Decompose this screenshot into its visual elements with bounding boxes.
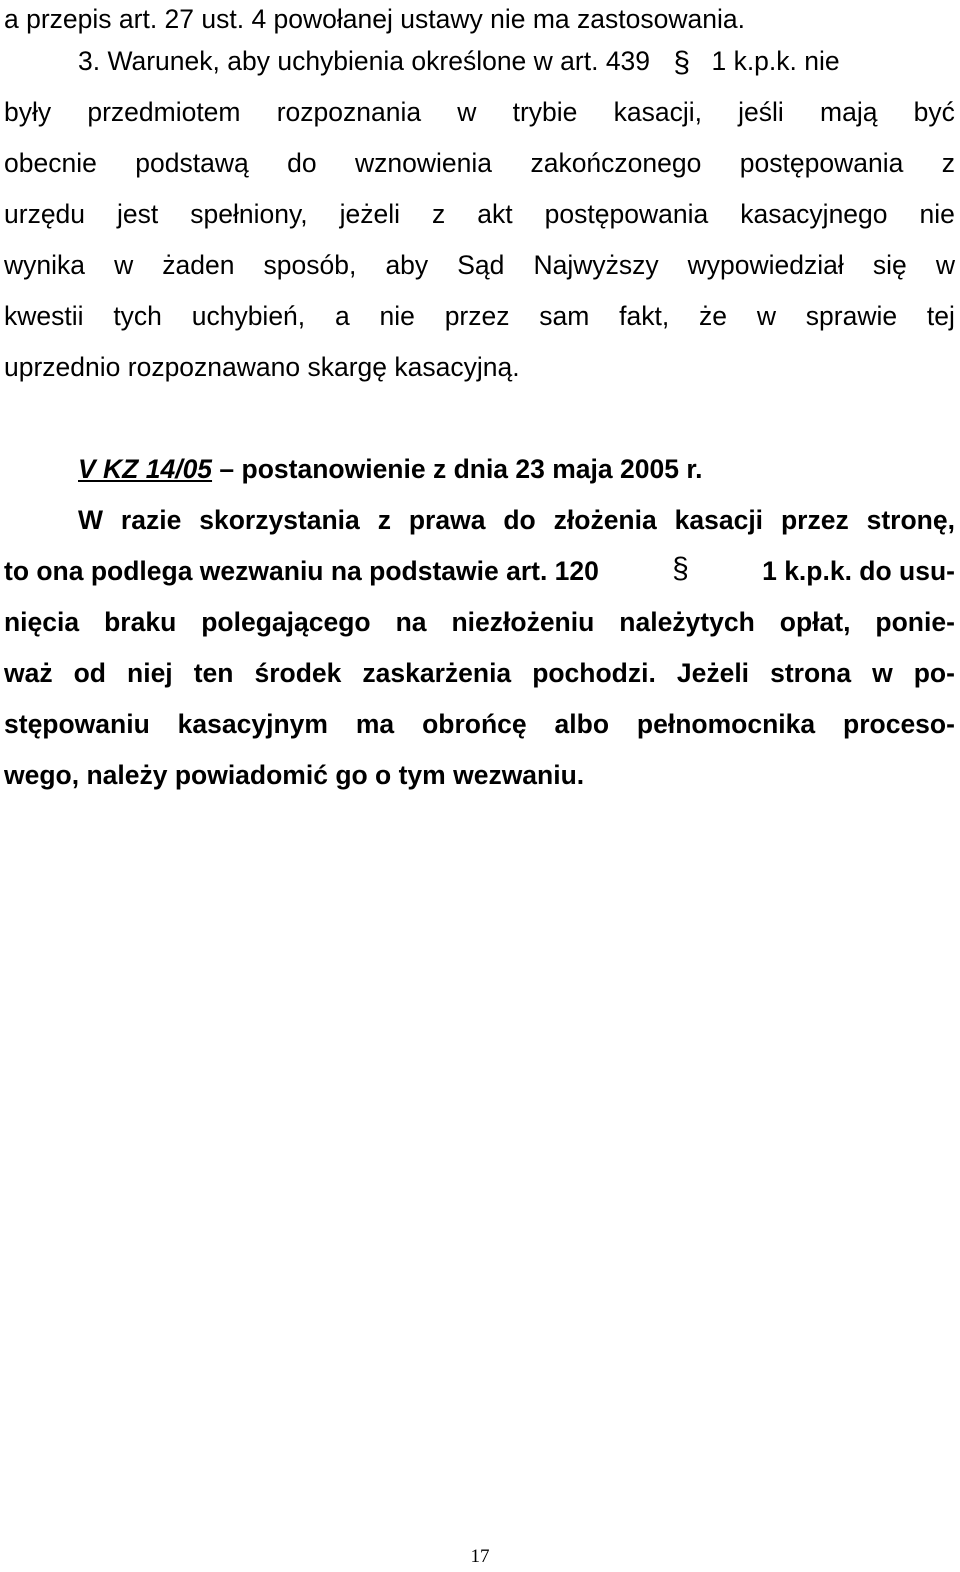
- word: polegającego: [201, 607, 371, 637]
- word: albo: [554, 709, 610, 739]
- word: jest: [117, 199, 159, 229]
- word: w: [872, 658, 893, 688]
- text-line-7: [4, 299, 955, 333]
- word: spełniony,: [190, 199, 308, 229]
- word: wynika: [4, 250, 86, 280]
- ruling-line-5: [4, 707, 955, 741]
- word: przez: [780, 505, 849, 535]
- word: obrońcę: [422, 709, 527, 739]
- word: urzędu: [4, 199, 86, 229]
- word: aby: [385, 250, 429, 280]
- text-line-6: [4, 248, 955, 282]
- word: z: [432, 199, 446, 229]
- word: z: [941, 148, 955, 178]
- word: przez: [444, 301, 510, 331]
- ruling-line-2-end: 1 k.p.k. do usu-: [762, 556, 955, 586]
- word: niezłożeniu: [451, 607, 595, 637]
- word: środek: [254, 658, 342, 688]
- word: do: [503, 505, 536, 535]
- word: ponie-: [875, 607, 955, 637]
- text-line-4: [4, 146, 955, 180]
- word: kasacji,: [613, 97, 702, 127]
- word: proceso-: [843, 709, 955, 739]
- word: zakończonego: [530, 148, 702, 178]
- word: pochodzi.: [532, 658, 656, 688]
- word: a: [334, 301, 350, 331]
- ruling-line-2-start: to ona podlega wezwaniu na podstawie art. 120: [4, 556, 599, 586]
- word: nie: [919, 199, 955, 229]
- word: że: [699, 301, 728, 331]
- word: w: [935, 250, 955, 280]
- word: tej: [926, 301, 955, 331]
- word: po-: [913, 658, 955, 688]
- word: kasacji: [674, 505, 764, 535]
- word: się: [872, 250, 907, 280]
- word: sposób,: [263, 250, 357, 280]
- word: przedmiotem: [87, 97, 241, 127]
- word: prawa: [408, 505, 486, 535]
- word: braku: [104, 607, 177, 637]
- word: na: [395, 607, 427, 637]
- word: uchybień,: [191, 301, 306, 331]
- word: strona: [770, 658, 852, 688]
- word: zaskarżenia: [362, 658, 512, 688]
- word: być: [913, 97, 955, 127]
- word: Najwyższy: [533, 250, 659, 280]
- word: Sąd: [457, 250, 505, 280]
- word: w: [457, 97, 477, 127]
- text-line-2: [78, 44, 955, 78]
- page-number: 17: [470, 1546, 490, 1567]
- word: jeśli: [738, 97, 784, 127]
- word: kasacyjnym: [177, 709, 328, 739]
- word: trybie: [512, 97, 578, 127]
- word: od: [73, 658, 106, 688]
- word: pełnomocnika: [636, 709, 816, 739]
- word: postępowania: [739, 148, 904, 178]
- ruling-dash: –: [219, 454, 235, 484]
- word: były: [4, 97, 52, 127]
- word: opłat,: [779, 607, 851, 637]
- word: W: [78, 505, 104, 535]
- word: kwestii: [4, 301, 84, 331]
- word: ten: [193, 658, 234, 688]
- text-line-8: uprzednio rozpoznawano skargę kasacyjną.: [4, 352, 520, 382]
- text-line-5: [4, 197, 955, 231]
- word: stępowaniu: [4, 709, 150, 739]
- word: fakt,: [619, 301, 670, 331]
- word: kasacyjnego: [740, 199, 888, 229]
- paragraph-sign: §: [673, 46, 691, 79]
- word: nie: [379, 301, 415, 331]
- word: skorzystania: [199, 505, 360, 535]
- ruling-title: postanowienie z dnia 23 maja 2005 r.: [241, 454, 703, 484]
- ruling-line-6: wego, należy powiadomić go o tym wezwaniu.: [4, 760, 585, 790]
- word: waż: [4, 658, 53, 688]
- word: razie: [120, 505, 182, 535]
- word: wypowiedział: [687, 250, 844, 280]
- word: wznowienia: [355, 148, 493, 178]
- word: rozpoznania: [276, 97, 422, 127]
- text-line-2-start: 3. Warunek, aby uchybienia określone w art. 439: [78, 46, 651, 76]
- ruling-heading: [78, 452, 955, 486]
- word: obecnie: [4, 148, 97, 178]
- ruling-line-1: [78, 503, 955, 537]
- word: stronę,: [866, 505, 955, 535]
- word: niej: [127, 658, 173, 688]
- word: nięcia: [4, 607, 80, 637]
- word: ma: [355, 709, 395, 739]
- word: należytych: [619, 607, 755, 637]
- text-line-3: [4, 95, 955, 129]
- word: postępowania: [544, 199, 709, 229]
- word: mają: [820, 97, 878, 127]
- word: do: [287, 148, 317, 178]
- ruling-signature: V KZ 14/05: [78, 454, 213, 484]
- word: z: [377, 505, 391, 535]
- text-line-1: a przepis art. 27 ust. 4 powołanej ustawy nie ma zastosowania.: [4, 4, 745, 34]
- text-line-2-end: 1 k.p.k. nie: [711, 46, 840, 76]
- word: podstawą: [135, 148, 249, 178]
- word: akt: [477, 199, 513, 229]
- word: złożenia: [553, 505, 657, 535]
- ruling-line-4: [4, 656, 955, 690]
- word: żaden: [162, 250, 235, 280]
- word: sam: [539, 301, 590, 331]
- word: tych: [113, 301, 162, 331]
- paragraph-sign-2: §: [672, 552, 689, 585]
- ruling-line-2: [4, 554, 955, 588]
- word: w: [114, 250, 134, 280]
- word: sprawie: [805, 301, 898, 331]
- ruling-line-3: [4, 605, 955, 639]
- word: Jeżeli: [676, 658, 750, 688]
- word: w: [756, 301, 776, 331]
- word: jeżeli: [339, 199, 401, 229]
